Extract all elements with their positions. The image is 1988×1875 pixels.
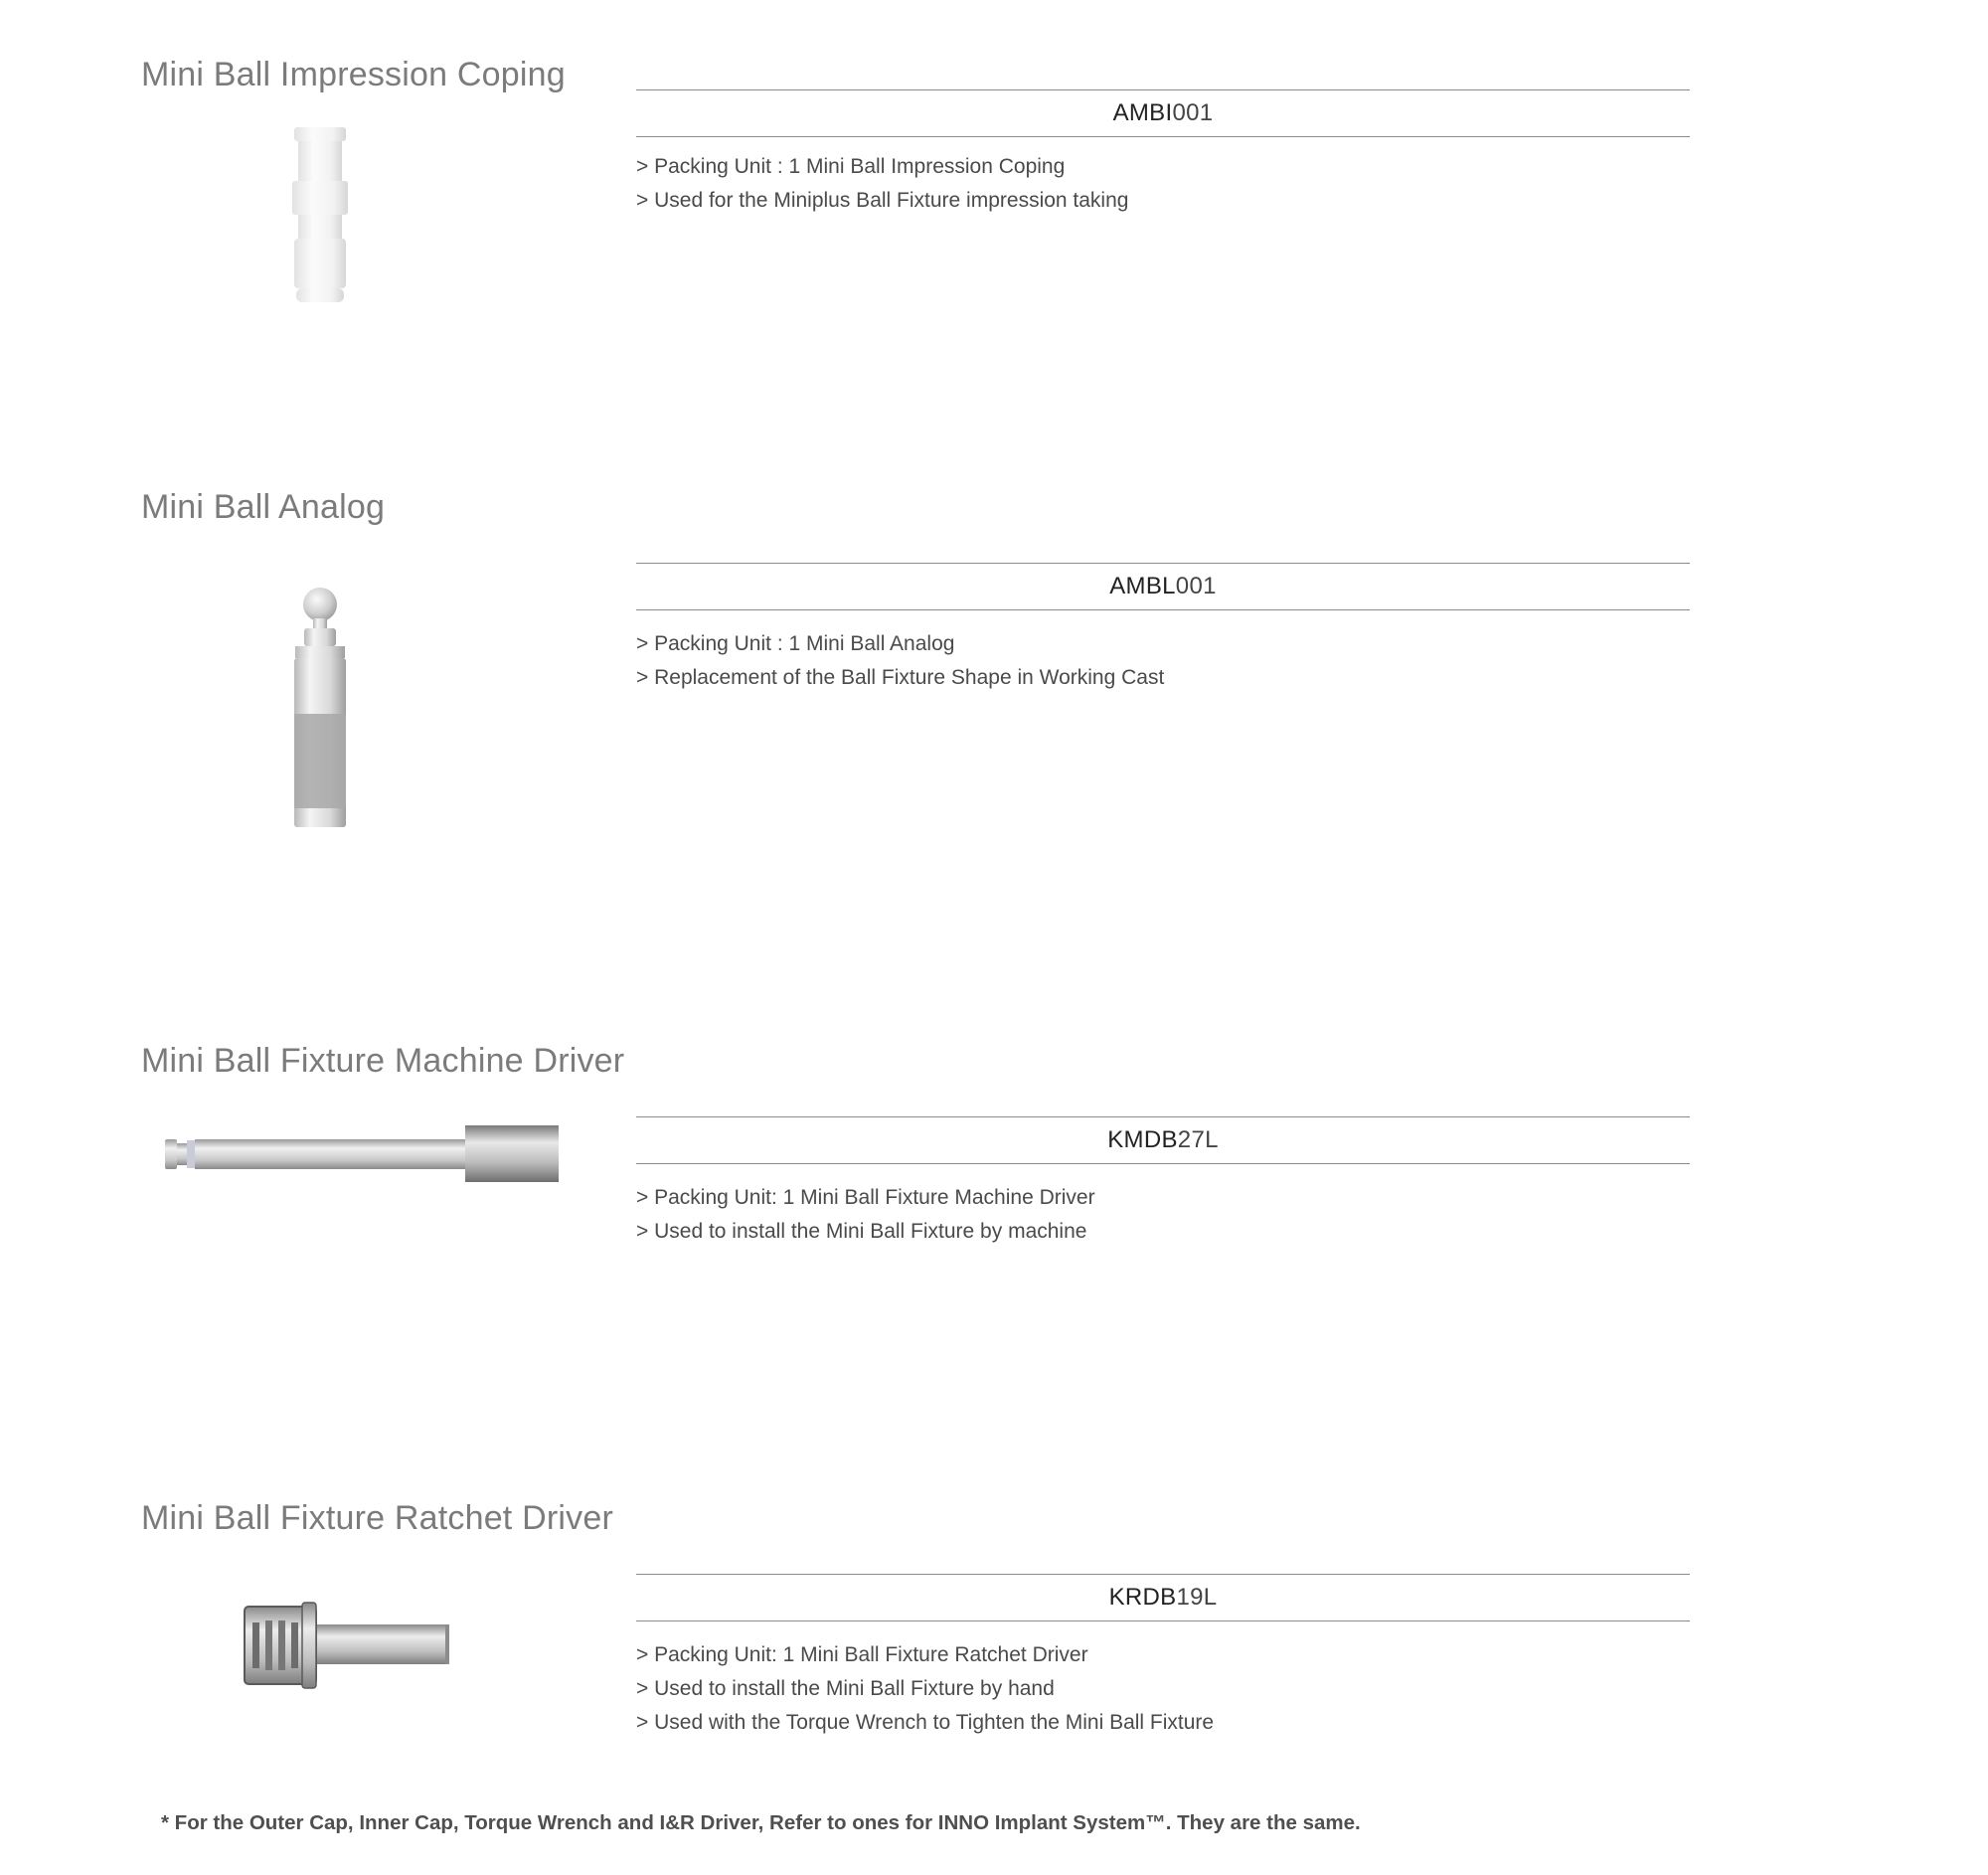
description-line: > Used for the Miniplus Ball Fixture impression taking — [636, 189, 1129, 212]
product-code-suffix: 001 — [1175, 573, 1217, 599]
description-line: > Replacement of the Ball Fixture Shape in Working Cast — [636, 666, 1165, 689]
product-code-bar — [636, 1116, 1690, 1164]
description-line: > Used to install the Mini Ball Fixture by hand — [636, 1677, 1055, 1700]
product-title: Mini Ball Impression Coping — [141, 56, 566, 93]
product-code-prefix: KMDB — [1107, 1126, 1178, 1153]
product-code-prefix: AMBL — [1109, 573, 1176, 599]
description-line: > Packing Unit: 1 Mini Ball Fixture Ratchet Driver — [636, 1643, 1088, 1666]
product-description — [636, 627, 1164, 695]
ratchet-driver-icon — [241, 1601, 454, 1690]
product-title: Mini Ball Analog — [141, 488, 386, 526]
description-line: > Used with the Torque Wrench to Tighten the Mini Ball Fixture — [636, 1711, 1215, 1734]
footnote: * For the Outer Cap, Inner Cap, Torque Wrench and I&R Driver, Refer to ones for INNO Implant System™. They are the same. — [161, 1811, 1361, 1834]
product-code-prefix: KRDB — [1108, 1584, 1177, 1611]
product-code-suffix: 27L — [1177, 1126, 1219, 1153]
description-line: > Used to install the Mini Ball Fixture by machine — [636, 1220, 1087, 1243]
machine-driver-icon — [161, 1123, 564, 1187]
product-code-suffix: 001 — [1172, 99, 1214, 126]
product-code-bar — [636, 89, 1690, 137]
ball-analog-icon — [285, 585, 355, 833]
description-line: > Packing Unit: 1 Mini Ball Fixture Machine Driver — [636, 1186, 1095, 1209]
product-description — [636, 150, 1128, 218]
product-title: Mini Ball Fixture Ratchet Driver — [141, 1499, 613, 1537]
description-line: > Packing Unit : 1 Mini Ball Analog — [636, 632, 955, 655]
impression-coping-icon — [280, 124, 360, 308]
product-code-prefix: AMBI — [1112, 99, 1173, 126]
product-title: Mini Ball Fixture Machine Driver — [141, 1042, 625, 1080]
product-code-bar — [636, 563, 1690, 610]
product-code-suffix: 19L — [1176, 1584, 1218, 1611]
product-description — [636, 1638, 1214, 1740]
description-line: > Packing Unit : 1 Mini Ball Impression Coping — [636, 155, 1066, 178]
product-code-bar — [636, 1574, 1690, 1621]
product-description — [636, 1181, 1095, 1249]
